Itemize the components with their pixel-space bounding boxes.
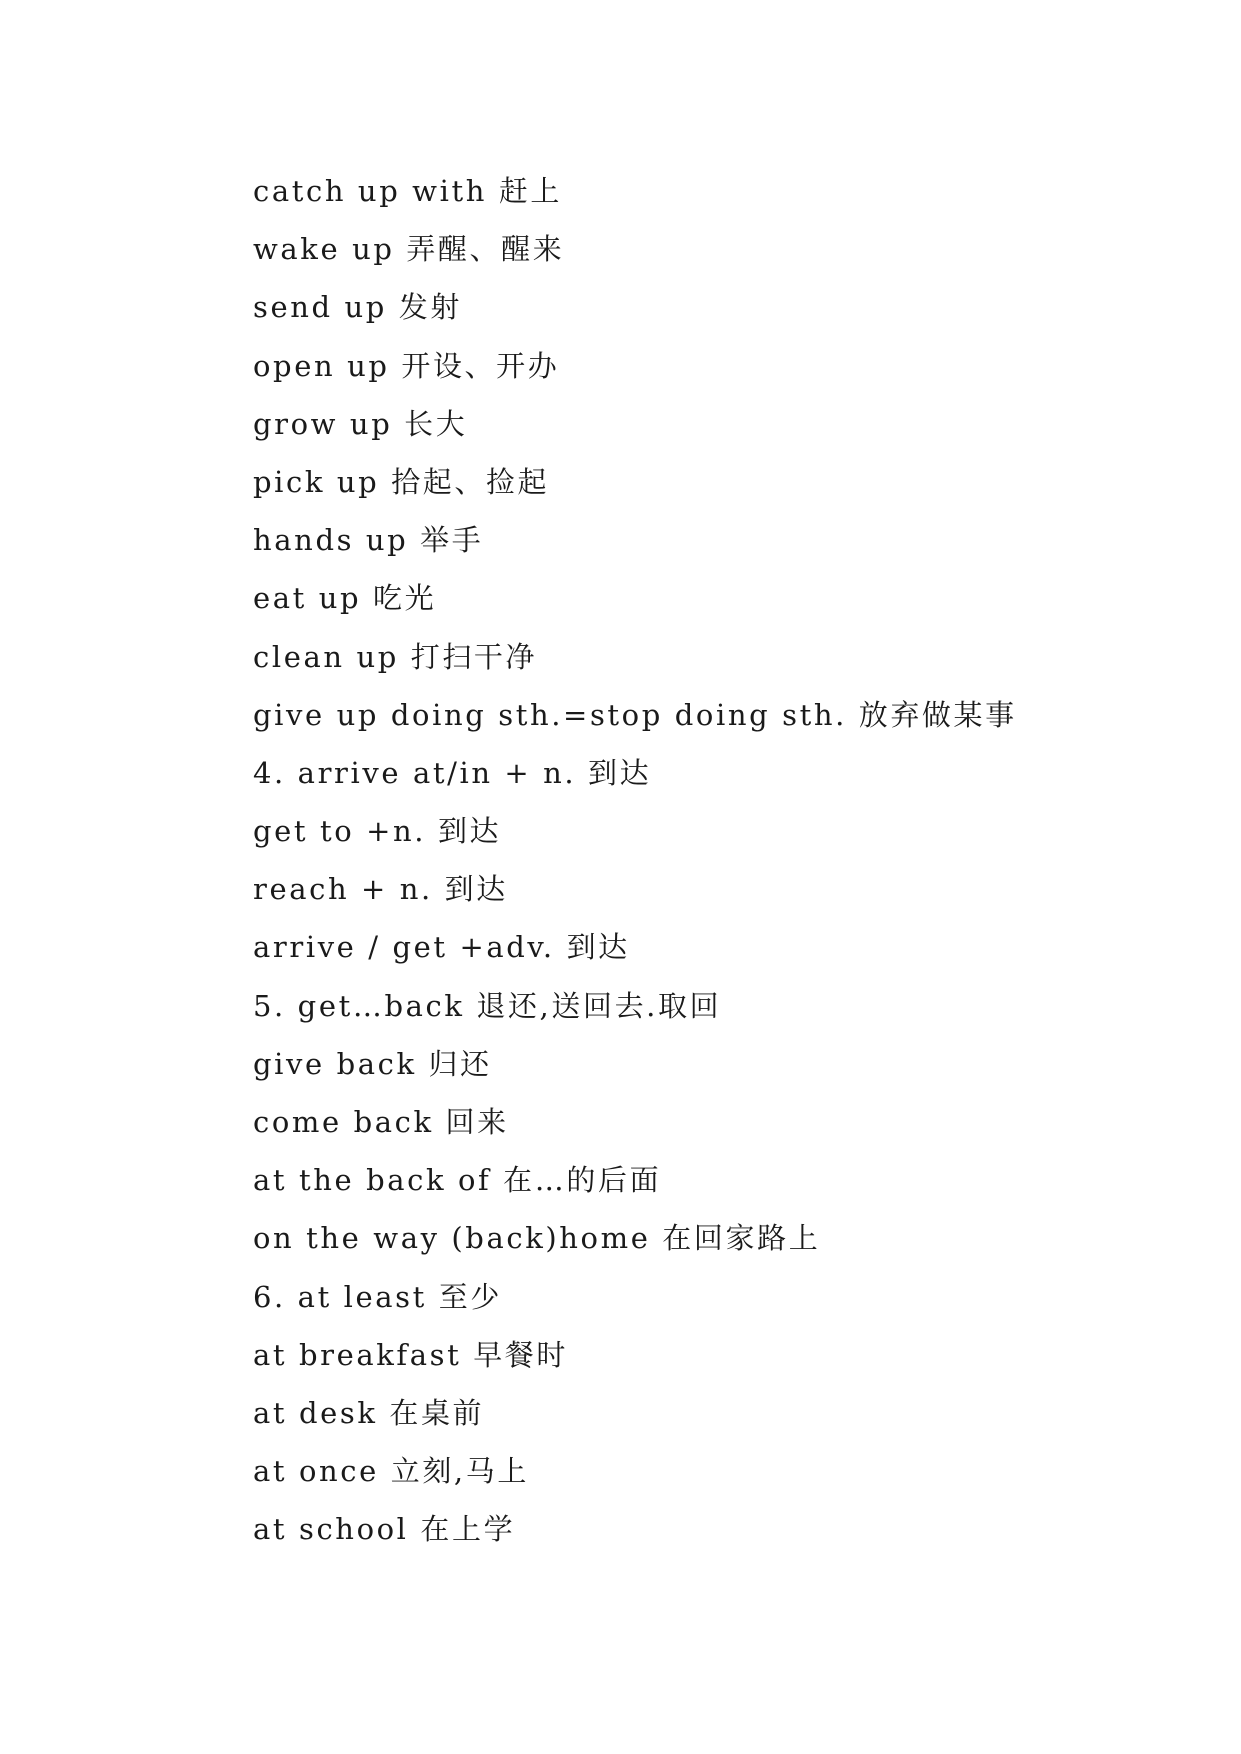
phrase-line: arrive / get +adv. 到达: [253, 930, 630, 965]
phrase-line: give back 归还: [253, 1046, 492, 1081]
phrase-line: grow up 长大: [253, 406, 468, 441]
phrase-line: give up doing sth.=stop doing sth. 放弃做某事: [253, 697, 1017, 732]
phrase-line: catch up with 赶上: [253, 174, 563, 208]
section-heading-6: 6. at least 至少: [253, 1279, 502, 1314]
phrase-line: at school 在上学: [253, 1512, 516, 1547]
phrase-line: eat up 吃光: [253, 581, 437, 616]
phrase-line: get to +n. 到达: [253, 814, 502, 849]
section-heading-4: 4. arrive at/in + n. 到达: [253, 755, 652, 790]
phrase-list: [253, 162, 1153, 1559]
phrase-line: pick up 拾起、捡起: [253, 464, 550, 499]
section-heading-5: 5. get…back 退还,送回去.取回: [253, 988, 722, 1023]
phrase-line: at the back of 在…的后面: [253, 1163, 662, 1198]
phrase-line: at once 立刻,马上: [253, 1454, 529, 1489]
phrase-line: on the way (back)home 在回家路上: [253, 1221, 821, 1256]
phrase-line: come back 回来: [253, 1105, 509, 1139]
phrase-line: clean up 打扫干净: [253, 639, 538, 674]
phrase-line: at breakfast 早餐时: [253, 1337, 568, 1372]
phrase-line: open up 开设、开办: [253, 348, 560, 383]
phrase-line: wake up 弄醒、醒来: [253, 232, 565, 267]
phrase-line: send up 发射: [253, 290, 462, 325]
phrase-line: at desk 在桌前: [253, 1395, 485, 1430]
phrase-line: hands up 举手: [253, 523, 484, 558]
phrase-line: reach + n. 到达: [253, 872, 508, 907]
